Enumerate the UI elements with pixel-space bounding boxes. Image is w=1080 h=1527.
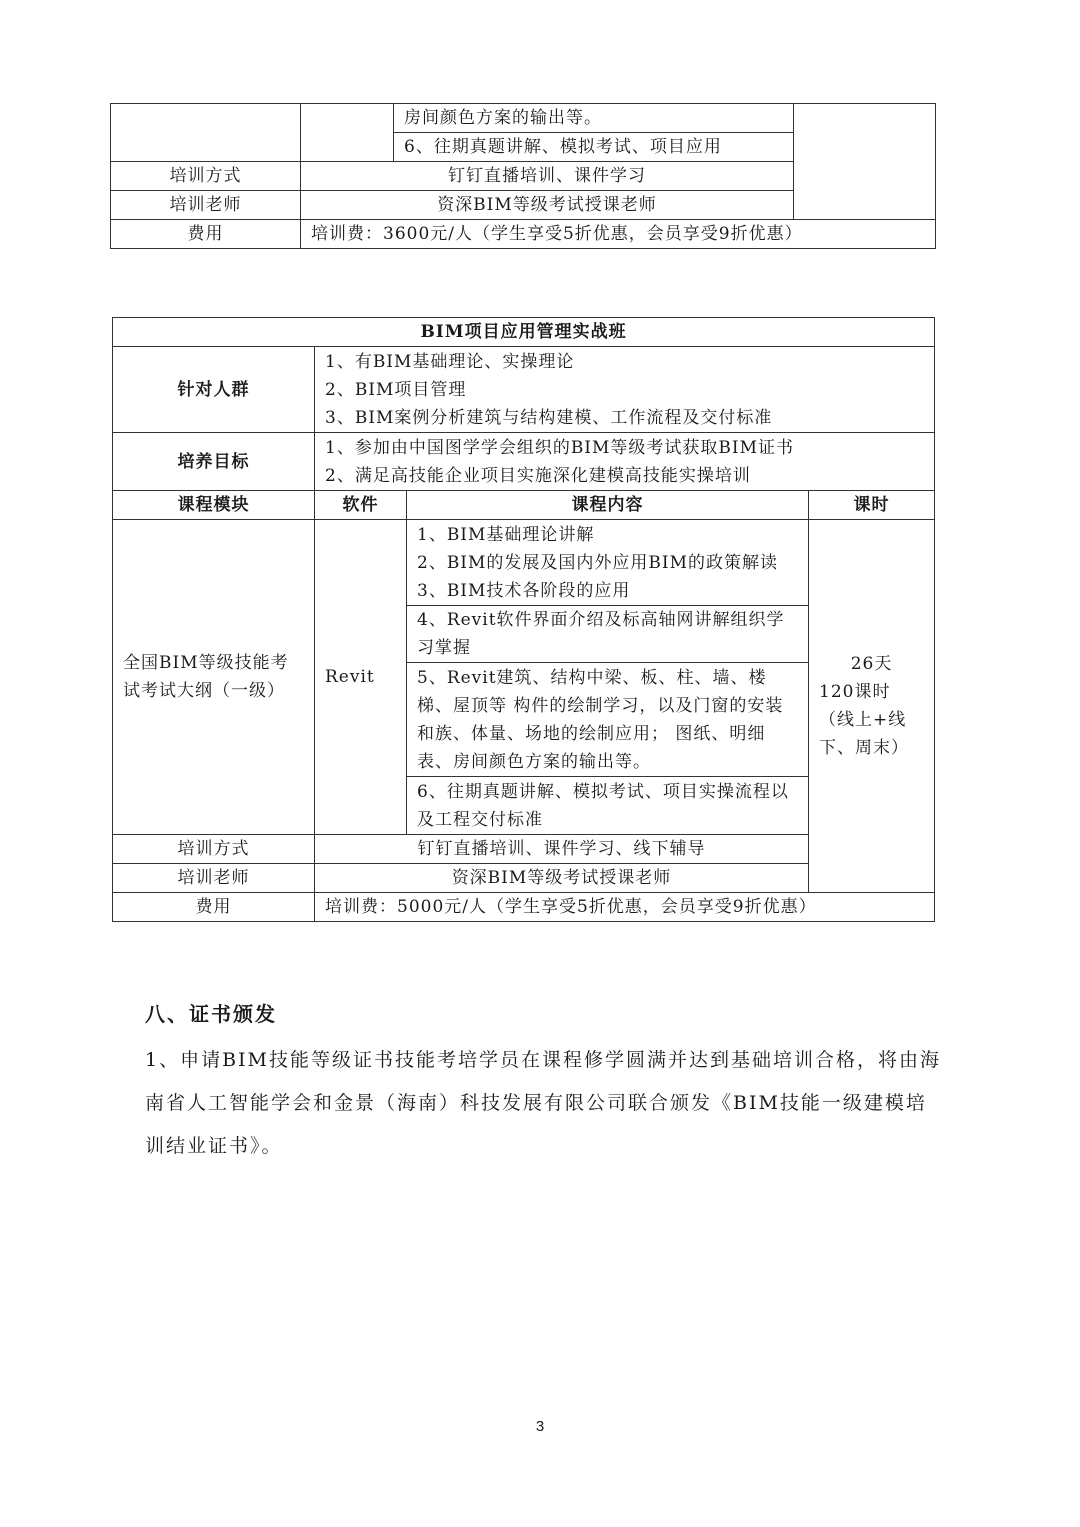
goal-item: 2、满足高技能企业项目实施深化建模高技能实操培训 — [325, 465, 751, 486]
audience-item: 1、有BIM基础理论、实操理论 — [325, 351, 575, 372]
method-value: 钉钉直播培训、课件学习、线下辅导 — [315, 835, 809, 864]
content-line: 1、BIM基础理论讲解 — [417, 524, 595, 545]
hours-detail: 120课时（线上+线下、周末） — [819, 682, 909, 758]
method-label: 培训方式 — [111, 162, 301, 191]
fee-value: 培训费：5000元/人（学生享受5折优惠，会员享受9折优惠） — [315, 893, 935, 922]
fee-label: 费用 — [111, 220, 301, 249]
hours-cell-empty — [794, 104, 936, 220]
header-software: 软件 — [315, 491, 407, 520]
header-content: 课程内容 — [407, 491, 809, 520]
software-cell-empty — [301, 104, 394, 162]
teacher-label: 培训老师 — [113, 864, 315, 893]
fee-value: 培训费：3600元/人（学生享受5折优惠，会员享受9折优惠） — [301, 220, 936, 249]
module-cell: 全国BIM等级技能考试考试大纲（一级） — [113, 520, 315, 835]
section-paragraph: 1、申请BIM技能等级证书技能考培学员在课程修学圆满并达到基础培训合格，将由海南省人工智能学会和金景（海南）科技发展有限公司联合颁发《BIM技能一级建模培训结业证书》。 — [145, 1049, 942, 1157]
goal-item: 1、参加由中国图学学会组织的BIM等级考试获取BIM证书 — [325, 437, 795, 458]
audience-item: 2、BIM项目管理 — [325, 379, 467, 400]
goal-list — [315, 433, 935, 491]
course-table-1 — [110, 103, 936, 249]
content-cell: 房间颜色方案的输出等。 — [394, 104, 794, 133]
content-line: 2、BIM的发展及国内外应用BIM的政策解读 — [417, 552, 779, 573]
certificate-section — [145, 993, 945, 1168]
goal-label: 培养目标 — [113, 433, 315, 491]
content-cell: 6、往期真题讲解、模拟考试、项目实操流程以及工程交付标准 — [407, 777, 809, 835]
teacher-label: 培训老师 — [111, 191, 301, 220]
content-line: 3、BIM技术各阶段的应用 — [417, 580, 631, 601]
hours-days: 26天 — [850, 654, 893, 674]
page-number: 3 — [535, 1418, 545, 1435]
section-heading: 八、证书颁发 — [145, 1002, 277, 1026]
table-title: BIM项目应用管理实战班 — [113, 318, 935, 347]
content-cell — [407, 520, 809, 606]
hours-cell — [809, 520, 935, 893]
header-module: 课程模块 — [113, 491, 315, 520]
fee-label: 费用 — [113, 893, 315, 922]
method-label: 培训方式 — [113, 835, 315, 864]
software-cell: Revit — [315, 520, 407, 835]
content-cell: 4、Revit软件界面介绍及标高轴网讲解组织学习掌握 — [407, 606, 809, 663]
content-cell: 6、往期真题讲解、模拟考试、项目应用 — [394, 133, 794, 162]
header-hours: 课时 — [809, 491, 935, 520]
content-cell: 5、Revit建筑、结构中梁、板、柱、墙、楼梯、屋顶等 构件的绘制学习，以及门窗的安装和族、体量、场地的绘制应用； 图纸、明细表、房间颜色方案的输出等。 — [407, 663, 809, 777]
audience-list — [315, 347, 935, 433]
teacher-value: 资深BIM等级考试授课老师 — [301, 191, 794, 220]
audience-item: 3、BIM案例分析建筑与结构建模、工作流程及交付标准 — [325, 407, 773, 428]
module-cell-empty — [111, 104, 301, 162]
audience-label: 针对人群 — [113, 347, 315, 433]
method-value: 钉钉直播培训、课件学习 — [301, 162, 794, 191]
teacher-value: 资深BIM等级考试授课老师 — [315, 864, 809, 893]
course-table-2 — [112, 317, 935, 922]
